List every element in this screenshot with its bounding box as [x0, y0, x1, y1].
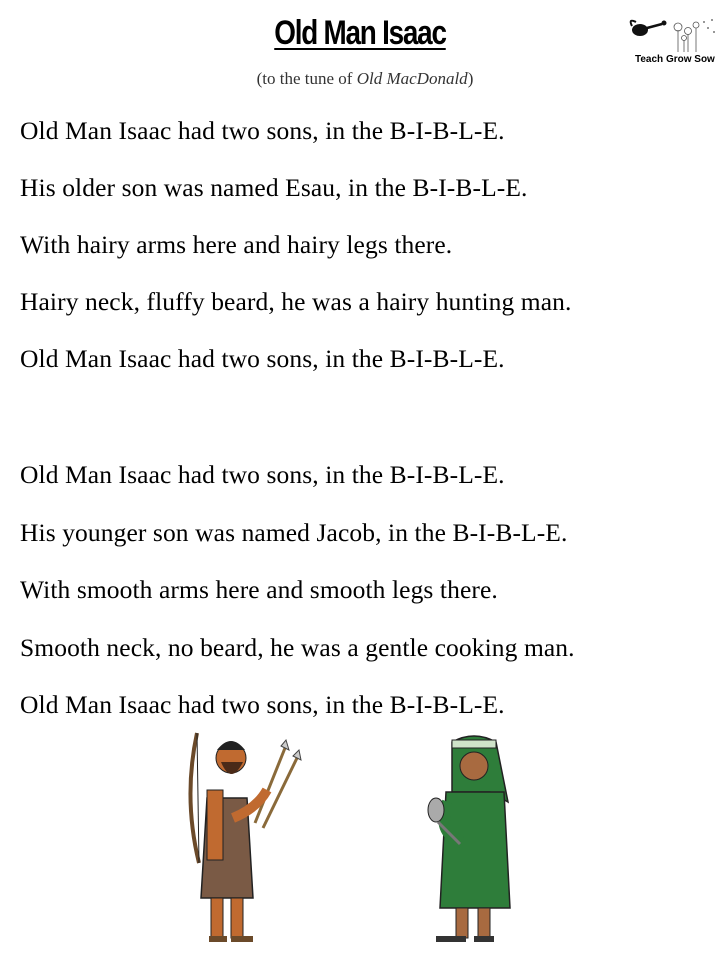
- esau-hunter-illustration: [185, 728, 315, 952]
- verse-1-line-5: Old Man Isaac had two sons, in the B-I-B-L-E.: [20, 344, 505, 373]
- verse-1-line-1: Old Man Isaac had two sons, in the B-I-B-L-E.: [20, 116, 505, 145]
- verse-2-line-1: Old Man Isaac had two sons, in the B-I-B-L-E.: [20, 460, 505, 489]
- subtitle-tune: Old MacDonald: [356, 69, 468, 88]
- verse-2-line-5: Old Man Isaac had two sons, in the B-I-B-L-E.: [20, 690, 505, 719]
- verse-1-line-2: His older son was named Esau, in the B-I-B-L-E.: [20, 173, 528, 202]
- verse-2-line-2: His younger son was named Jacob, in the B-I-B-L-E.: [20, 518, 568, 547]
- jacob-cook-illustration: [422, 732, 522, 954]
- page-title: Old Man Isaac: [274, 14, 446, 52]
- subtitle-prefix: (to the tune of: [256, 69, 357, 88]
- verse-2-line-3: With smooth arms here and smooth legs there.: [20, 575, 498, 604]
- verse-1-line-3: With hairy arms here and hairy legs there.: [20, 230, 453, 259]
- verse-1-line-4: Hairy neck, fluffy beard, he was a hairy hunting man.: [20, 287, 572, 316]
- verse-2-line-4: Smooth neck, no beard, he was a gentle cooking man.: [20, 633, 575, 662]
- logo-text: Teach Grow Sow: [635, 54, 715, 65]
- subtitle-suffix: ): [467, 69, 474, 88]
- page-subtitle: [0, 69, 720, 89]
